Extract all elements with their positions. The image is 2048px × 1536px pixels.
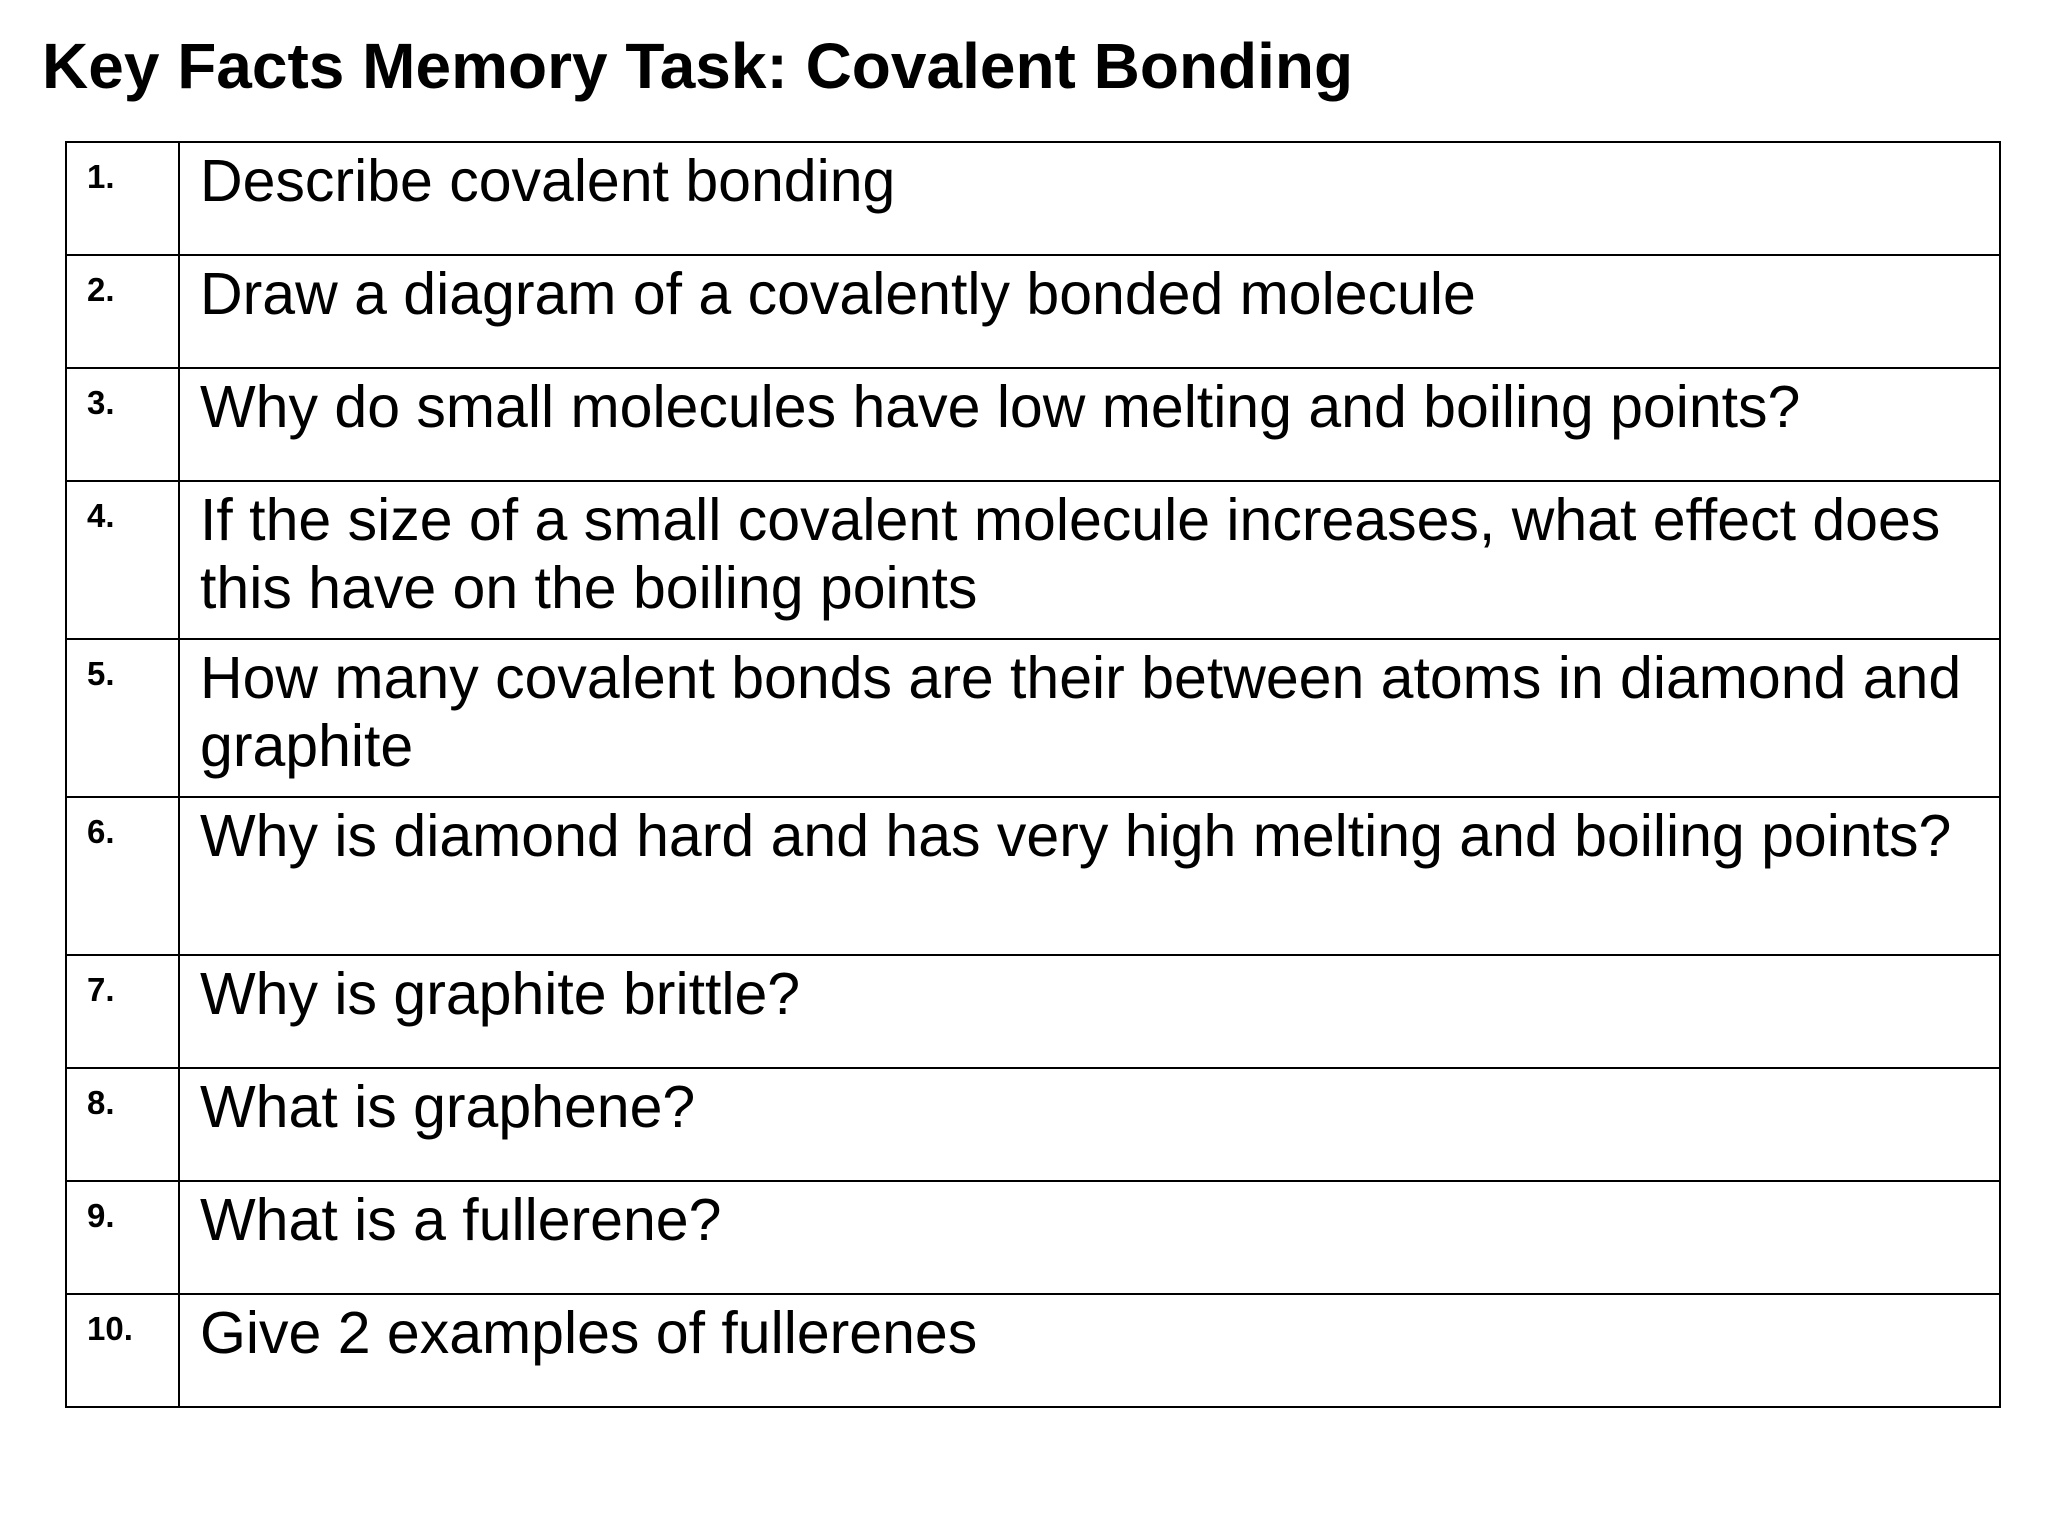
table-row [66, 255, 2000, 368]
question-number: 9. [66, 1181, 179, 1294]
question-text: Why is graphite brittle? [179, 955, 2000, 1068]
question-text: Why do small molecules have low melting and boiling points? [179, 368, 2000, 481]
question-text: How many covalent bonds are their between atoms in diamond and graphite [179, 639, 2000, 797]
table-row [66, 639, 2000, 797]
question-text: Give 2 examples of fullerenes [179, 1294, 2000, 1407]
question-text: What is graphene? [179, 1068, 2000, 1181]
table-row [66, 797, 2000, 955]
question-number: 10. [66, 1294, 179, 1407]
question-text: Why is diamond hard and has very high melting and boiling points? [179, 797, 2000, 955]
table-row [66, 368, 2000, 481]
question-number: 8. [66, 1068, 179, 1181]
question-text: If the size of a small covalent molecule increases, what effect does this have on the boiling points [179, 481, 2000, 639]
question-number: 7. [66, 955, 179, 1068]
question-number: 4. [66, 481, 179, 639]
question-number: 6. [66, 797, 179, 955]
question-number: 3. [66, 368, 179, 481]
question-number: 5. [66, 639, 179, 797]
table-row [66, 1294, 2000, 1407]
questions-table [65, 141, 2001, 1408]
table-row [66, 1181, 2000, 1294]
question-number: 2. [66, 255, 179, 368]
page-title: Key Facts Memory Task: Covalent Bonding [42, 30, 1354, 102]
table-row [66, 142, 2000, 255]
table-row [66, 955, 2000, 1068]
question-text: What is a fullerene? [179, 1181, 2000, 1294]
question-number: 1. [66, 142, 179, 255]
table-row [66, 481, 2000, 639]
table-row [66, 1068, 2000, 1181]
question-text: Describe covalent bonding [179, 142, 2000, 255]
question-text: Draw a diagram of a covalently bonded molecule [179, 255, 2000, 368]
